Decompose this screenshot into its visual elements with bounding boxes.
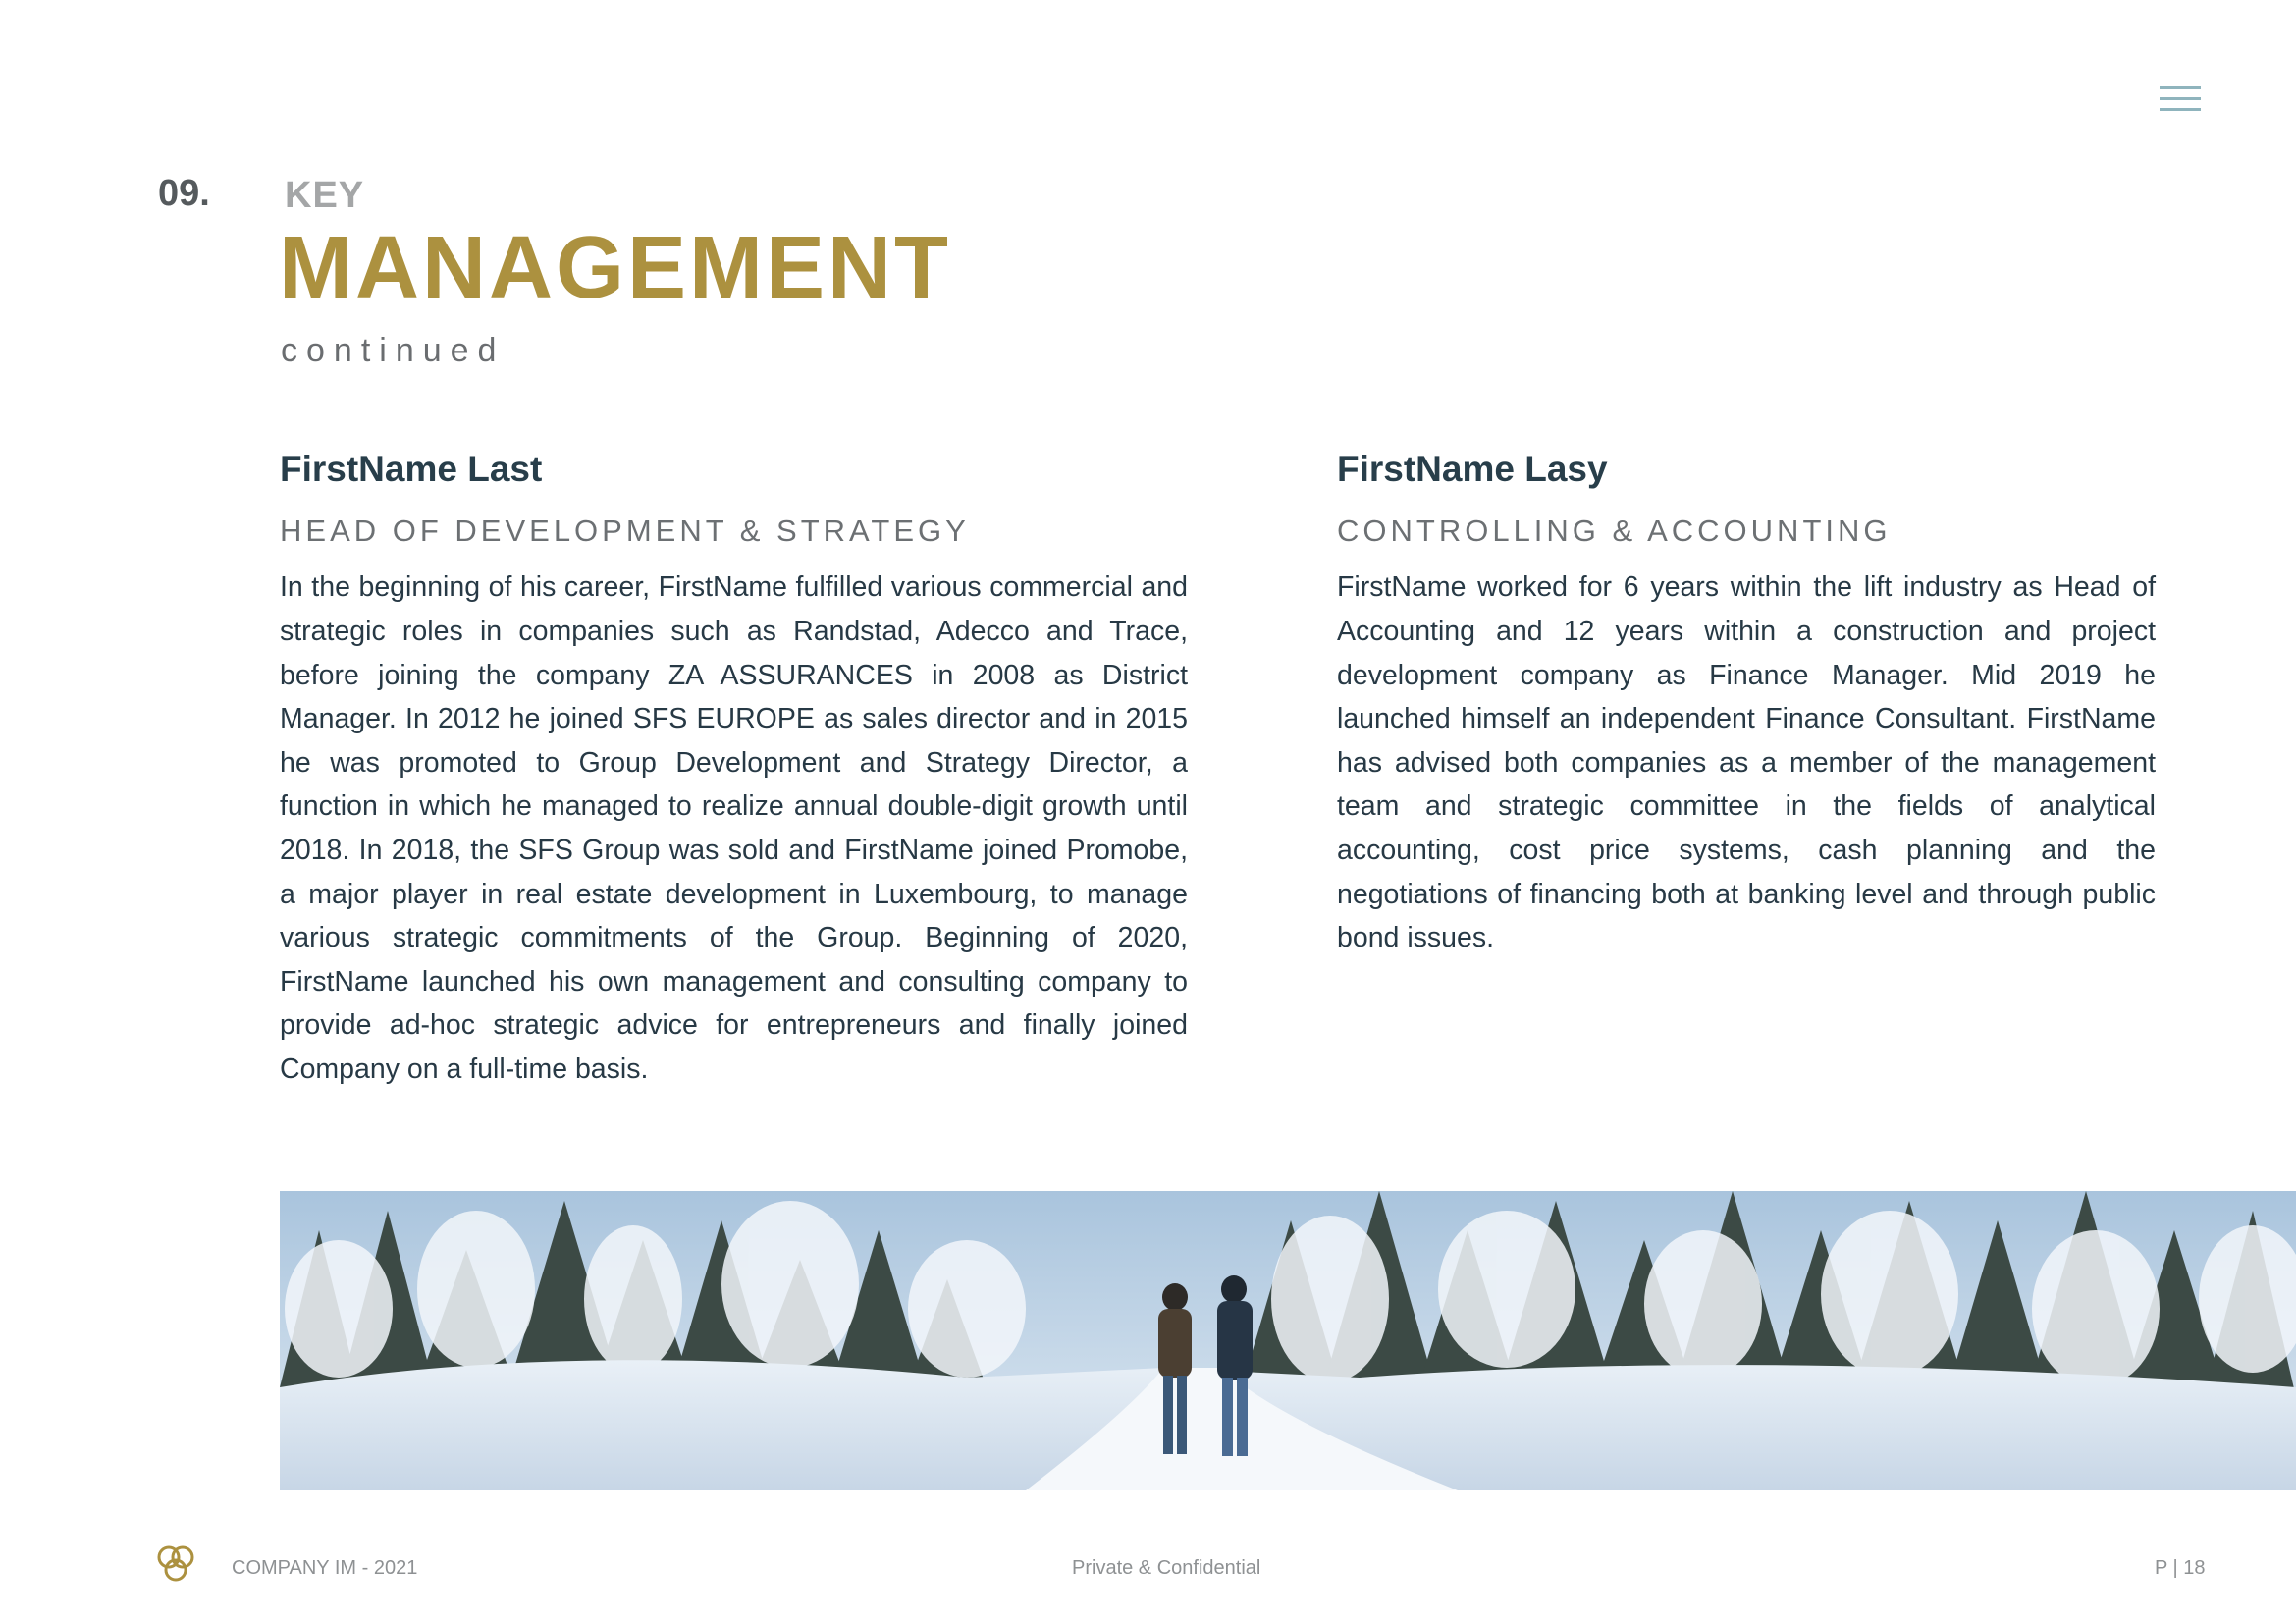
person-profile-left [280,448,1188,1092]
section-number: 09. [158,173,210,214]
winter-landscape-photo [280,1191,2296,1490]
footer-company: COMPANY IM - 2021 [232,1557,418,1579]
person-role: HEAD OF DEVELOPMENT & STRATEGY [280,514,970,549]
footer-confidential: Private & Confidential [1072,1557,1261,1579]
person-profile-right [1337,448,2156,960]
page-subtitle: continued [281,332,506,369]
hamburger-menu-icon[interactable] [2160,86,2201,112]
company-logo-icon [155,1543,196,1583]
person-name: FirstName Lasy [1337,449,1608,489]
person-role: CONTROLLING & ACCOUNTING [1337,514,1892,549]
page-title: MANAGEMENT [279,219,951,317]
title-key: KEY [285,175,365,216]
footer-page-number: P | 18 [2155,1557,2206,1579]
person-bio: In the beginning of his career, FirstName fulfilled various commercial and strategic roles in companies such as Randstad, Adecco and Trace, before joining the company ZA ASSURANCES in 2008 as District Manager. In 2012 he joined SFS EUROPE as sales director and in 2015 he was promoted to Group Development and Strategy Director, a function in which he managed to realize annual double-digit growth until 2018. In 2018, the SFS Group was sold and FirstName joined Promobe, a major player in real estate development in Luxembourg, to manage various strategic commitments of the Group. Beginning of 2020, FirstName launched his own management and consulting company to provide ad-hoc strategic advice for entrepreneurs and finally joined Company on a full-time basis. [280,571,1188,1086]
person-bio: FirstName worked for 6 years within the lift industry as Head of Accounting and 12 years within a construction and project development company as Finance Manager. Mid 2019 he launched himself an independent Finance Consultant. FirstName has advised both companies as a member of the management team and strategic committee in the fields of analytical accounting, cost price systems, cash planning and the negotiations of financing both at banking level and through public bond issues. [1337,571,2156,954]
person-name: FirstName Last [280,449,543,489]
